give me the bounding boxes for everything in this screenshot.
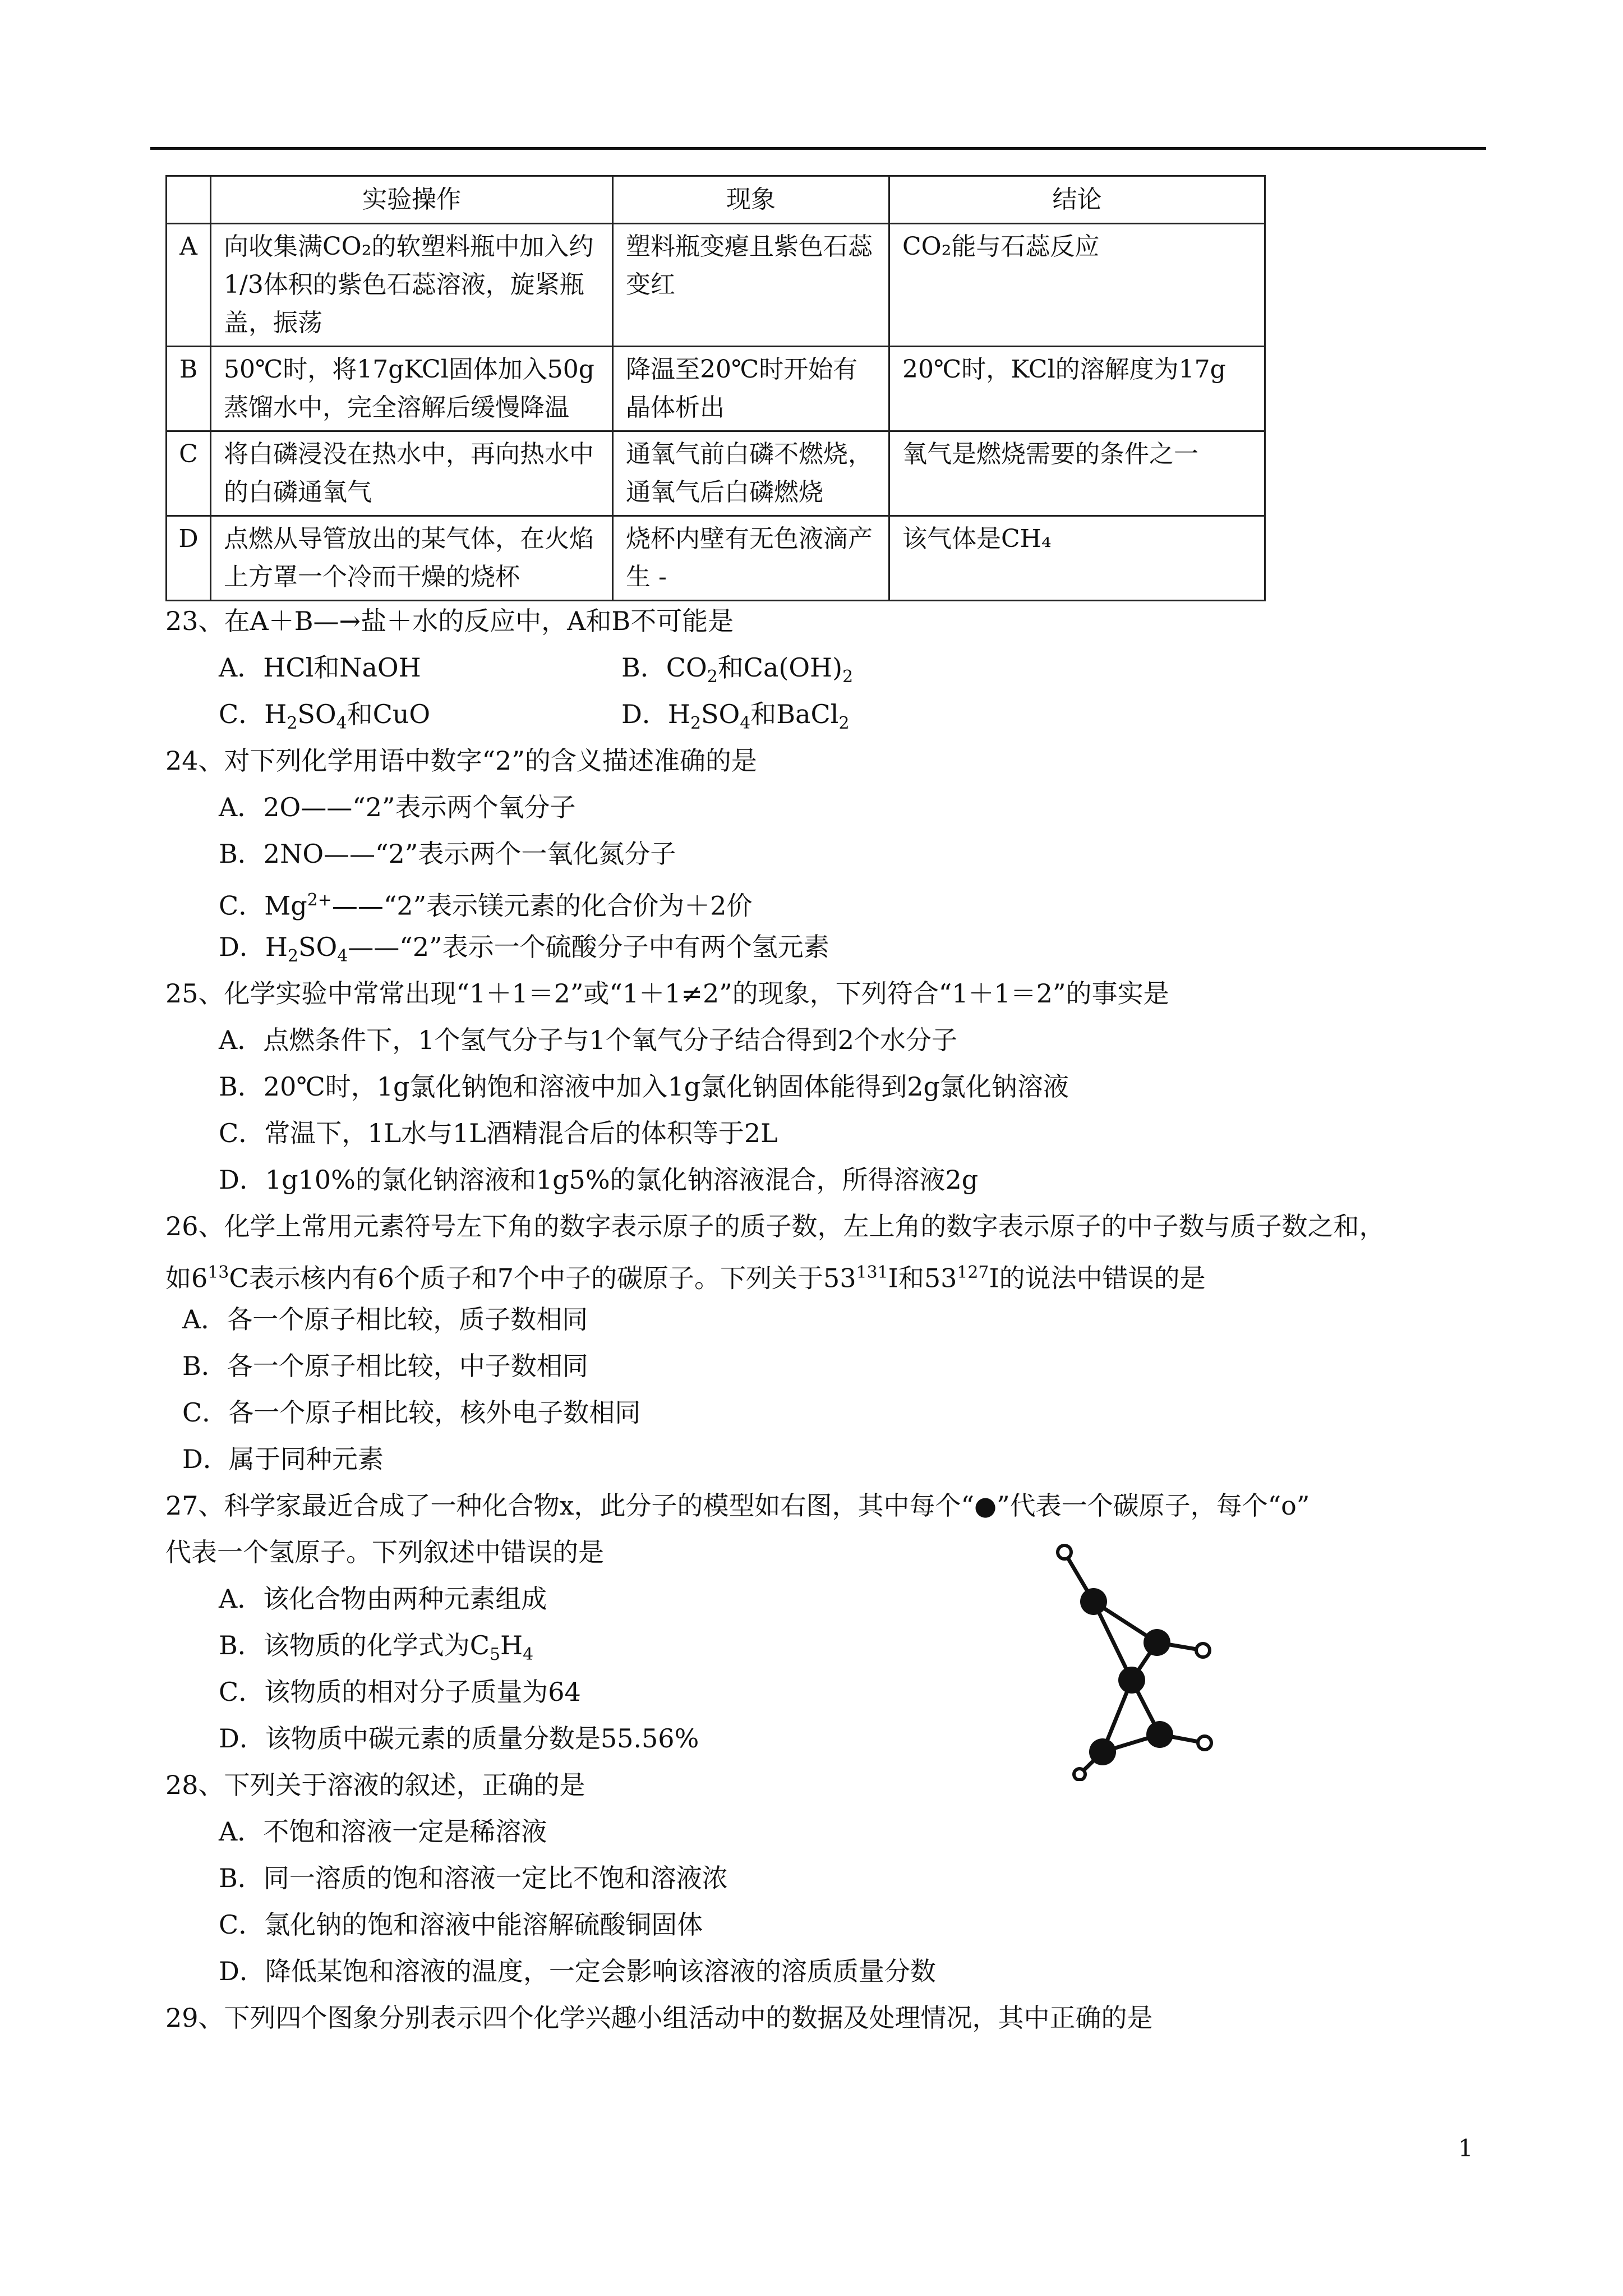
- q24-option-b: B．2NO——“2”表示两个一氧化氮分子: [219, 839, 676, 869]
- row-operation: 将白磷浸没在热水中，再向热水中的白磷通氧气: [211, 431, 613, 516]
- q24-option-c: C．$Mg^{2+}——“2$”表示镁元素的化合价为＋2价: [219, 890, 753, 921]
- q23-option-b: B．$CO_2$和$Ca(OH)_2$: [621, 652, 854, 687]
- q28-option-b: B．同一溶质的饱和溶液一定比不饱和溶液浓: [219, 1863, 728, 1893]
- carbon-atom: [1118, 1667, 1145, 1694]
- q27-option-c: C．该物质的相对分子质量为64: [219, 1677, 581, 1707]
- row-conclusion: 氧气是燃烧需要的条件之一: [889, 431, 1265, 516]
- q25-option-d: D．1g10%的氯化钠溶液和1g5%的氯化钠溶液混合，所得溶液2g: [219, 1165, 979, 1195]
- q23-stem: 23、在A＋B—→盐＋水的反应中，A和B不可能是: [165, 606, 734, 636]
- q27-line-1: 27、科学家最近合成了一种化合物x，此分子的模型如右图，其中每个“●”代表一个碳原子，每个“o”: [165, 1490, 1310, 1521]
- q28-stem: 28、下列关于溶液的叙述，正确的是: [165, 1770, 585, 1800]
- row-operation: 向收集满CO₂的软塑料瓶中加入约1/3体积的紫色石蕊溶液，旋紧瓶盖，振荡: [211, 224, 613, 347]
- q25-option-b: B．20℃时，1g氯化钠饱和溶液中加入1g氯化钠固体能得到2g氯化钠溶液: [219, 1071, 1069, 1102]
- q28-option-c: C．氯化钠的饱和溶液中能溶解硫酸铜固体: [219, 1910, 703, 1940]
- hydrogen-atom: [1074, 1769, 1085, 1780]
- row-phenomenon: 烧杯内壁有无色液滴产生 -: [613, 516, 889, 601]
- row-conclusion: CO₂能与石蕊反应: [889, 224, 1265, 347]
- q29-stem: 29、下列四个图象分别表示四个化学兴趣小组活动中的数据及处理情况，其中正确的是: [165, 2003, 1153, 2033]
- q27-option-d: D．该物质中碳元素的质量分数是55.56%: [219, 1723, 699, 1754]
- q25-option-a: A．点燃条件下，1个氢气分子与1个氧气分子结合得到2个水分子: [219, 1025, 958, 1055]
- q26-line-2: 如$6^{13}C$表示核内有6个质子和7个中子的碳原子。下列关于$53^{131}I$和$53^{127}I$的说法中错误的是: [165, 1263, 1206, 1294]
- table-header-blank: [167, 176, 211, 224]
- carbon-atom: [1089, 1738, 1116, 1765]
- table-row: [167, 347, 1265, 431]
- header-rule: [150, 147, 1486, 150]
- row-phenomenon: 降温至20℃时开始有晶体析出: [613, 347, 889, 431]
- q26-option-b: B．各一个原子相比较，中子数相同: [182, 1351, 588, 1381]
- row-label: D: [167, 516, 211, 601]
- hydrogen-atom: [1196, 1644, 1210, 1657]
- q25-option-c: C．常温下，1L水与1L酒精混合后的体积等于2L: [219, 1118, 778, 1148]
- molecule-model-figure: [1054, 1534, 1223, 1781]
- row-label: B: [167, 347, 211, 431]
- table-row: [167, 431, 1265, 516]
- row-phenomenon: 塑料瓶变瘪且紫色石蕊变红: [613, 224, 889, 347]
- page-number: 1: [1458, 2134, 1473, 2162]
- q26-option-a: A．各一个原子相比较，质子数相同: [182, 1304, 588, 1335]
- q23-option-d: D．$H_2SO_4$和BaCl$_2$: [621, 699, 850, 734]
- table-header-row: [167, 176, 1265, 224]
- q23-option-c: C．$H_2SO_4$和CuO: [219, 699, 431, 734]
- table-header-conclusion: 结论: [889, 176, 1265, 224]
- row-label: A: [167, 224, 211, 347]
- q24-option-a: A．2O——“2”表示两个氧分子: [219, 792, 576, 822]
- q28-option-a: A．不饱和溶液一定是稀溶液: [219, 1816, 547, 1847]
- q27-line-2: 代表一个氢原子。下列叙述中错误的是: [165, 1537, 604, 1567]
- q27-option-a: A．该化合物由两种元素组成: [219, 1584, 547, 1614]
- q25-stem: 25、化学实验中常常出现“1＋1＝2”或“1＋1≠2”的现象，下列符合“1＋1＝2”的事实是: [165, 978, 1169, 1009]
- table-header-phenomenon: 现象: [613, 176, 889, 224]
- row-operation: 点燃从导管放出的某气体，在火焰上方罩一个冷而干燥的烧杯: [211, 516, 613, 601]
- q23-option-a: A．HCl和NaOH: [219, 652, 421, 683]
- q24-option-d: D．$H_2SO_4——“2$”表示一个硫酸分子中有两个氢元素: [219, 932, 829, 967]
- table-row: [167, 516, 1265, 601]
- q26-option-d: D．属于同种元素: [182, 1444, 384, 1474]
- hydrogen-atom: [1058, 1545, 1071, 1559]
- row-label: C: [167, 431, 211, 516]
- carbon-atom: [1080, 1588, 1107, 1615]
- q28-option-d: D．降低某饱和溶液的温度，一定会影响该溶液的溶质质量分数: [219, 1956, 936, 1986]
- experiment-table: [165, 175, 1266, 601]
- table-header-operation: 实验操作: [211, 176, 613, 224]
- q27-option-b: B．该物质的化学式为$C_5H_4$: [219, 1630, 534, 1665]
- table-row: [167, 224, 1265, 347]
- row-conclusion: 该气体是CH₄: [889, 516, 1265, 601]
- row-conclusion: 20℃时，KCl的溶解度为17g: [889, 347, 1265, 431]
- q24-stem: 24、对下列化学用语中数字“2”的含义描述准确的是: [165, 746, 757, 776]
- q26-line-1: 26、化学上常用元素符号左下角的数字表示原子的质子数，左上角的数字表示原子的中子数与质子数之和，: [165, 1211, 1385, 1241]
- carbon-atom: [1146, 1721, 1173, 1748]
- hydrogen-atom: [1198, 1736, 1211, 1750]
- q26-option-c: C．各一个原子相比较，核外电子数相同: [182, 1397, 641, 1428]
- row-phenomenon: 通氧气前白磷不燃烧，通氧气后白磷燃烧: [613, 431, 889, 516]
- row-operation: 50℃时，将17gKCl固体加入50g蒸馏水中，完全溶解后缓慢降温: [211, 347, 613, 431]
- carbon-atom: [1144, 1629, 1170, 1656]
